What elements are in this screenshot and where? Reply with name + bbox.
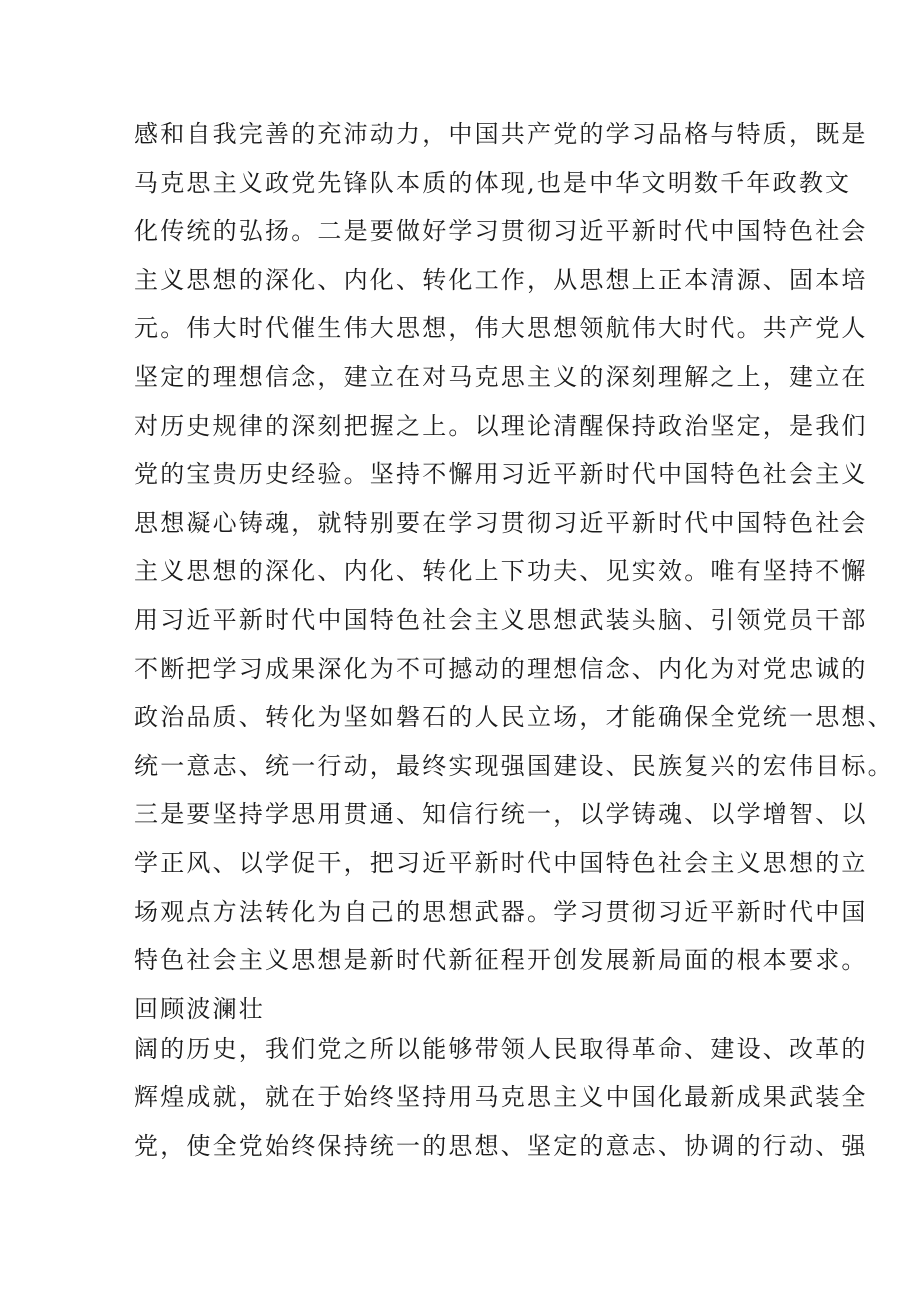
text-line: 场观点方法转化为自己的思想武器。学习贯彻习近平新时代中国 [134, 897, 868, 926]
text-line: 特色社会主义思想是新时代新征程开创发展新局面的根本要求。 [134, 946, 868, 975]
body-text [134, 110, 894, 1170]
text-line: 对历史规律的深刻把握之上。以理论清醒保持政治坚定，是我们 [134, 411, 868, 440]
text-line: 化传统的弘扬。二是要做好学习贯彻习近平新时代中国特色社会 [134, 217, 868, 246]
text-line: 统一意志、统一行动，最终实现强国建设、民族复兴的宏伟目标。 [134, 751, 894, 780]
text-line: 用习近平新时代中国特色社会主义思想武装头脑、引领党员干部 [134, 605, 868, 634]
text-line: 阔的历史，我们党之所以能够带领人民取得革命、建设、改革的 [134, 1034, 868, 1063]
text-line: 思想凝心铸魂，就特别要在学习贯彻习近平新时代中国特色社会 [134, 508, 868, 537]
text-line: 学正风、以学促干，把习近平新时代中国特色社会主义思想的立 [134, 848, 868, 877]
text-line: 不断把学习成果深化为不可撼动的理想信念、内化为对党忠诚的 [134, 654, 868, 683]
text-line: 元。伟大时代催生伟大思想，伟大思想领航伟大时代。共产党人 [134, 314, 868, 343]
text-line: 主义思想的深化、内化、转化工作，从思想上正本清源、固本培 [134, 265, 868, 294]
text-line: 感和自我完善的充沛动力，中国共产党的学习品格与特质，既是 [134, 120, 868, 148]
text-line: 主义思想的深化、内化、转化上下功夫、见实效。唯有坚持不懈 [134, 557, 868, 586]
text-line: 党，使全党始终保持统一的思想、坚定的意志、协调的行动、强 [134, 1131, 868, 1160]
text-line: 辉煌成就，就在于始终坚持用马克思主义中国化最新成果武装全 [134, 1083, 868, 1112]
text-line: 回顾波澜壮 [134, 994, 265, 1023]
text-line: 党的宝贵历史经验。坚持不懈用习近平新时代中国特色社会主义 [134, 460, 868, 489]
text-line: 政治品质、转化为坚如磐石的人民立场，才能确保全党统一思想、 [134, 703, 894, 732]
text-line: 坚定的理想信念，建立在对马克思主义的深刻理解之上，建立在 [134, 362, 868, 391]
text-line: 三是要坚持学思用贯通、知信行统一，以学铸魂、以学增智、以 [134, 800, 868, 829]
text-line: 马克思主义政党先锋队本质的体现,也是中华文明数千年政教文 [134, 168, 852, 197]
